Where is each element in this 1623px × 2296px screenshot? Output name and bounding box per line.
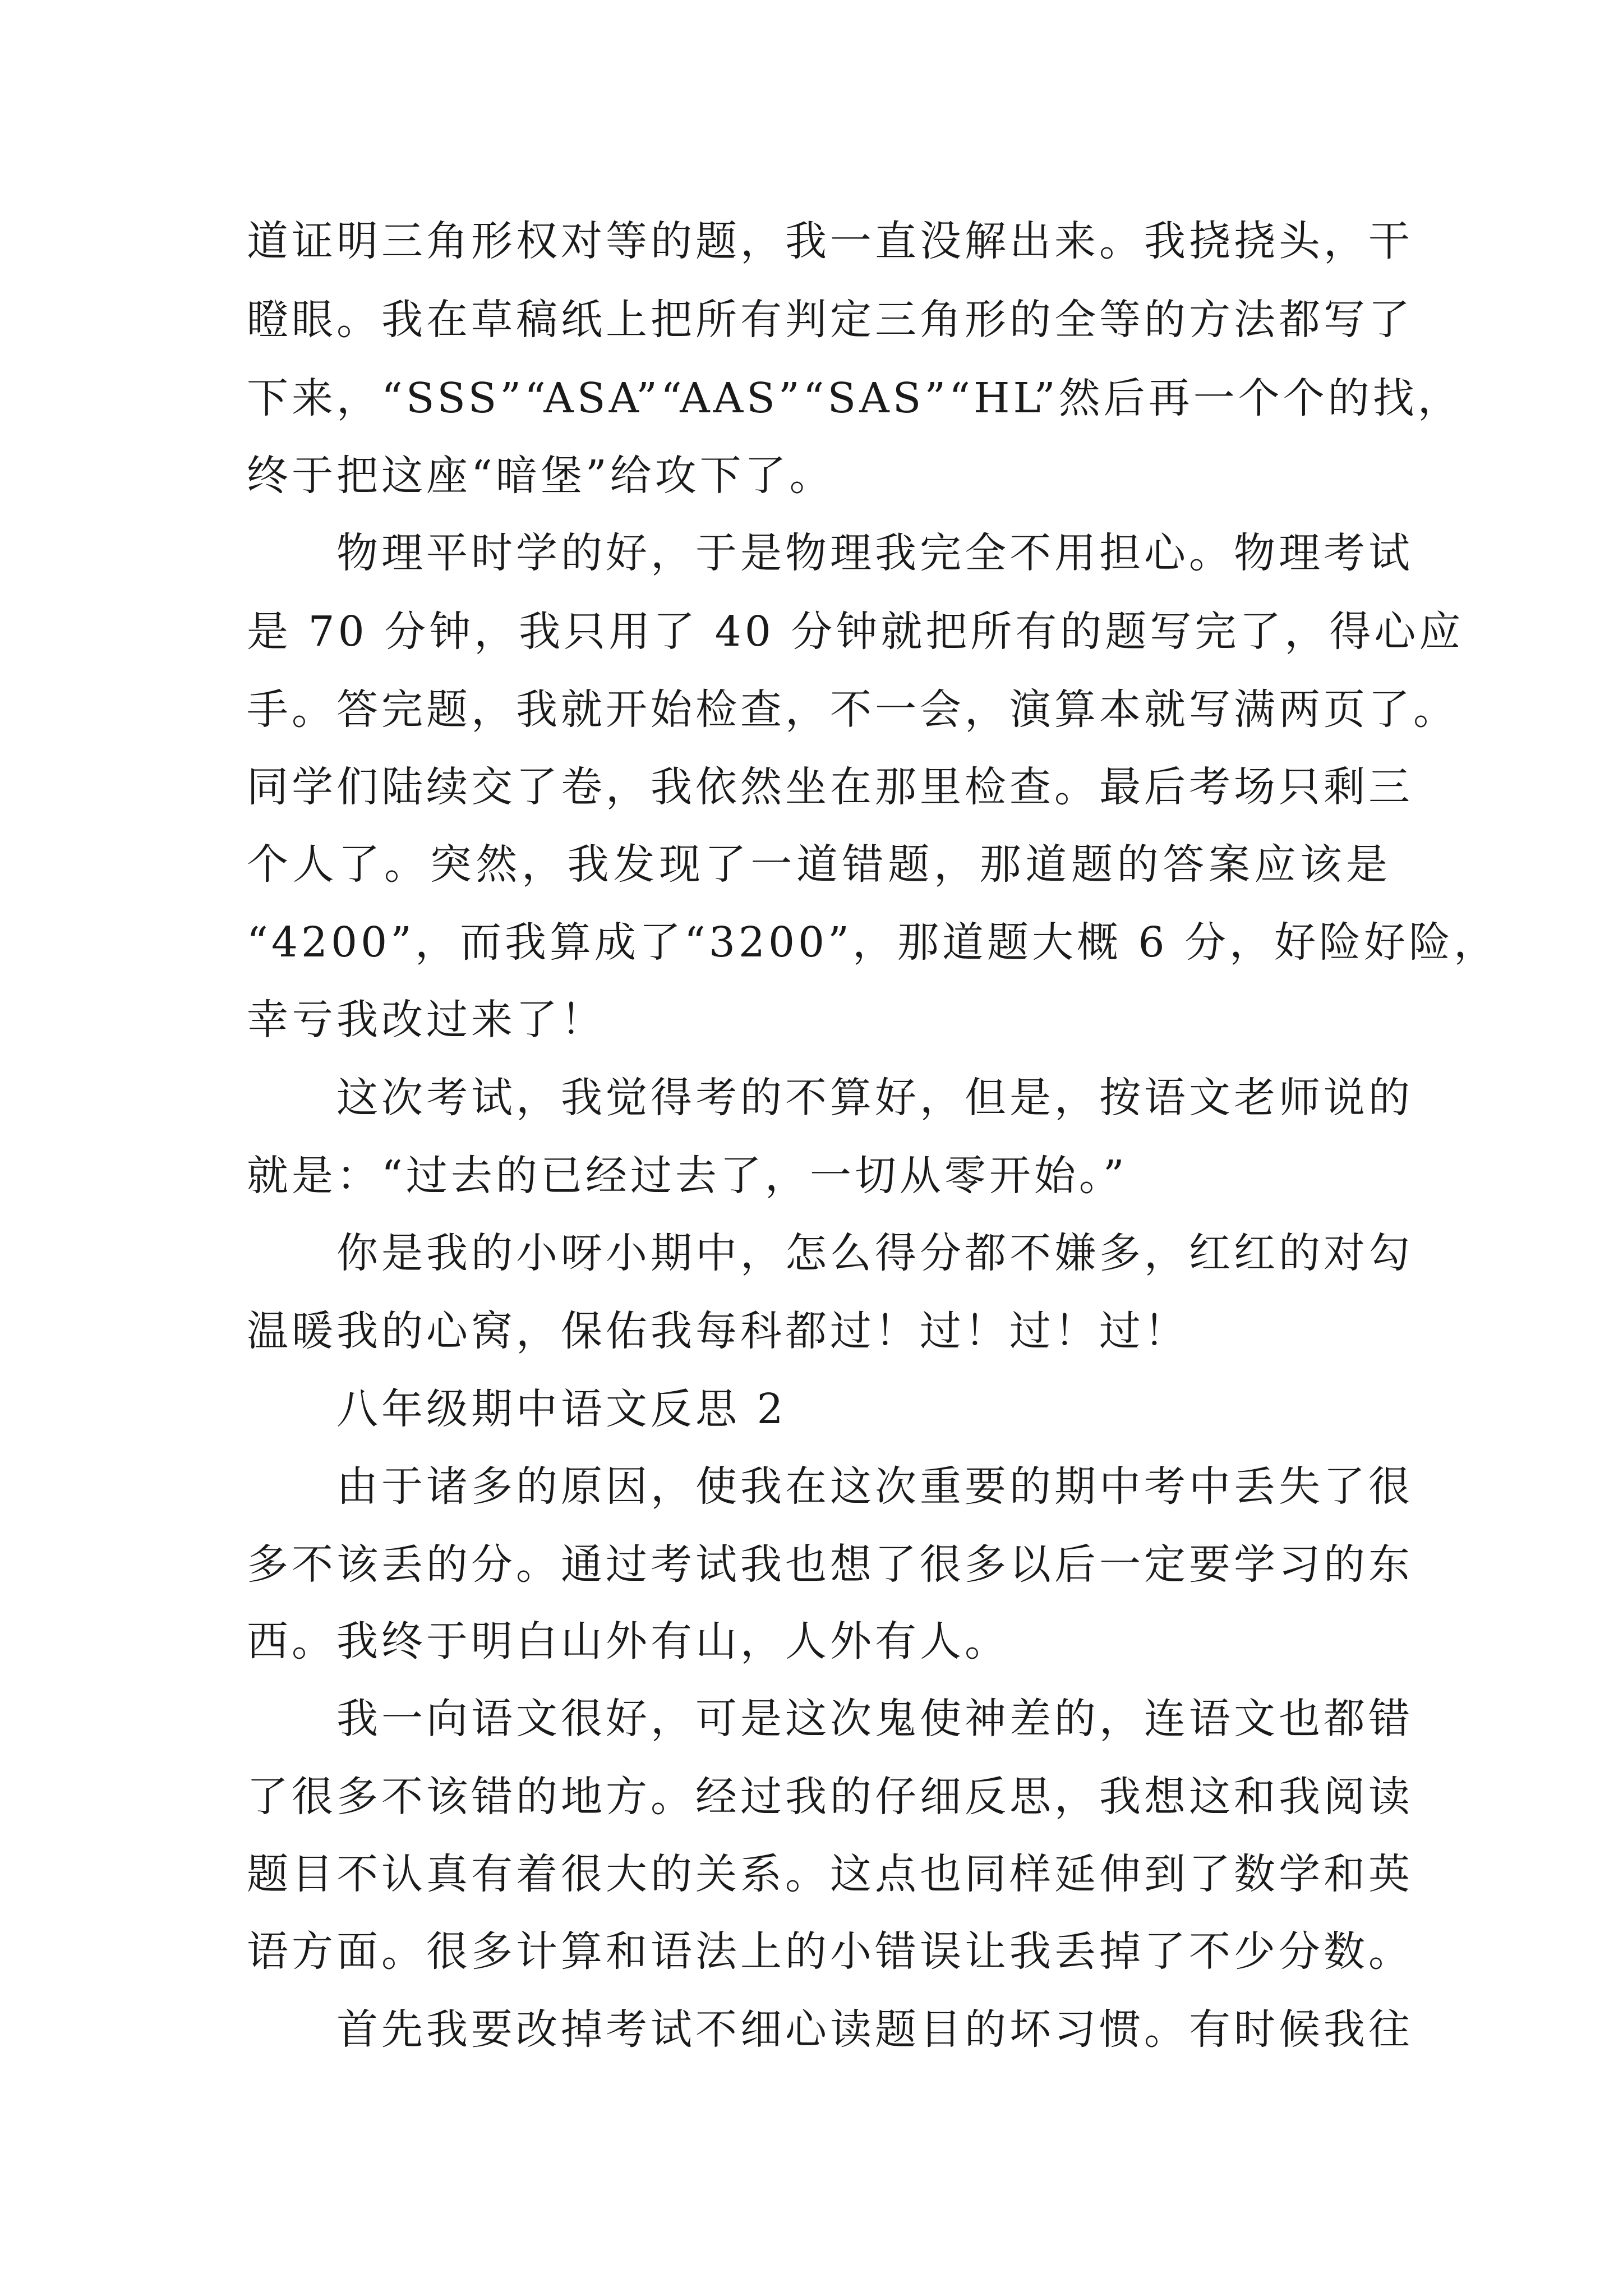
text-line: 下来，“SSS”“ASA”“AAS”“SAS”“HL”然后再一个个的找， bbox=[247, 374, 1463, 422]
text-line: 是 70 分钟，我只用了 40 分钟就把所有的题写完了，得心应 bbox=[247, 608, 1464, 656]
text-line: 道证明三角形权对等的题，我一直没解出来。我挠挠头，干 bbox=[247, 217, 1413, 265]
text-line: 这次考试，我觉得考的不算好，但是，按语文老师说的 bbox=[336, 1074, 1413, 1122]
text-line: 物理平时学的好，于是物理我完全不用担心。物理考试 bbox=[336, 529, 1413, 577]
text-line: 西。我终于明白山外有山，人外有人。 bbox=[247, 1617, 1009, 1665]
text-line: 幸亏我改过来了！ bbox=[247, 996, 606, 1044]
text-line: 首先我要改掉考试不细心读题目的坏习惯。有时候我往 bbox=[336, 2005, 1413, 2054]
text-line: 个人了。突然，我发现了一道错题，那道题的答案应该是 bbox=[247, 840, 1391, 889]
text-line: 你是我的小呀小期中，怎么得分都不嫌多，红红的对勾 bbox=[336, 1229, 1413, 1277]
text-line: 了很多不该错的地方。经过我的仔细反思，我想这和我阅读 bbox=[247, 1773, 1413, 1821]
text-line: “4200”，而我算成了“3200”，那道题大概 6 分，好险好险， bbox=[247, 918, 1499, 967]
text-line: 就是：“过去的已经过去了，一切从零开始。” bbox=[247, 1152, 1128, 1200]
text-line: 由于诸多的原因，使我在这次重要的期中考中丢失了很 bbox=[336, 1462, 1413, 1511]
text-line: 温暖我的心窝，保佑我每科都过！过！过！过！ bbox=[247, 1307, 1189, 1355]
text-line: 瞪眼。我在草稿纸上把所有判定三角形的全等的方法都写了 bbox=[247, 296, 1413, 344]
section-heading: 八年级期中语文反思 2 bbox=[336, 1385, 787, 1433]
text-line: 多不该丢的分。通过考试我也想了很多以后一定要学习的东 bbox=[247, 1540, 1413, 1589]
text-line: 手。答完题，我就开始检查，不一会，演算本就写满两页了。 bbox=[247, 685, 1458, 734]
text-line: 题目不认真有着很大的关系。这点也同样延伸到了数学和英 bbox=[247, 1850, 1413, 1898]
text-line: 我一向语文很好，可是这次鬼使神差的，连语文也都错 bbox=[336, 1695, 1413, 1743]
text-line: 语方面。很多计算和语法上的小错误让我丢掉了不少分数。 bbox=[247, 1927, 1413, 1976]
text-line: 终于把这座“暗堡”给攻下了。 bbox=[247, 452, 834, 500]
text-line: 同学们陆续交了卷，我依然坐在那里检查。最后考场只剩三 bbox=[247, 763, 1413, 811]
